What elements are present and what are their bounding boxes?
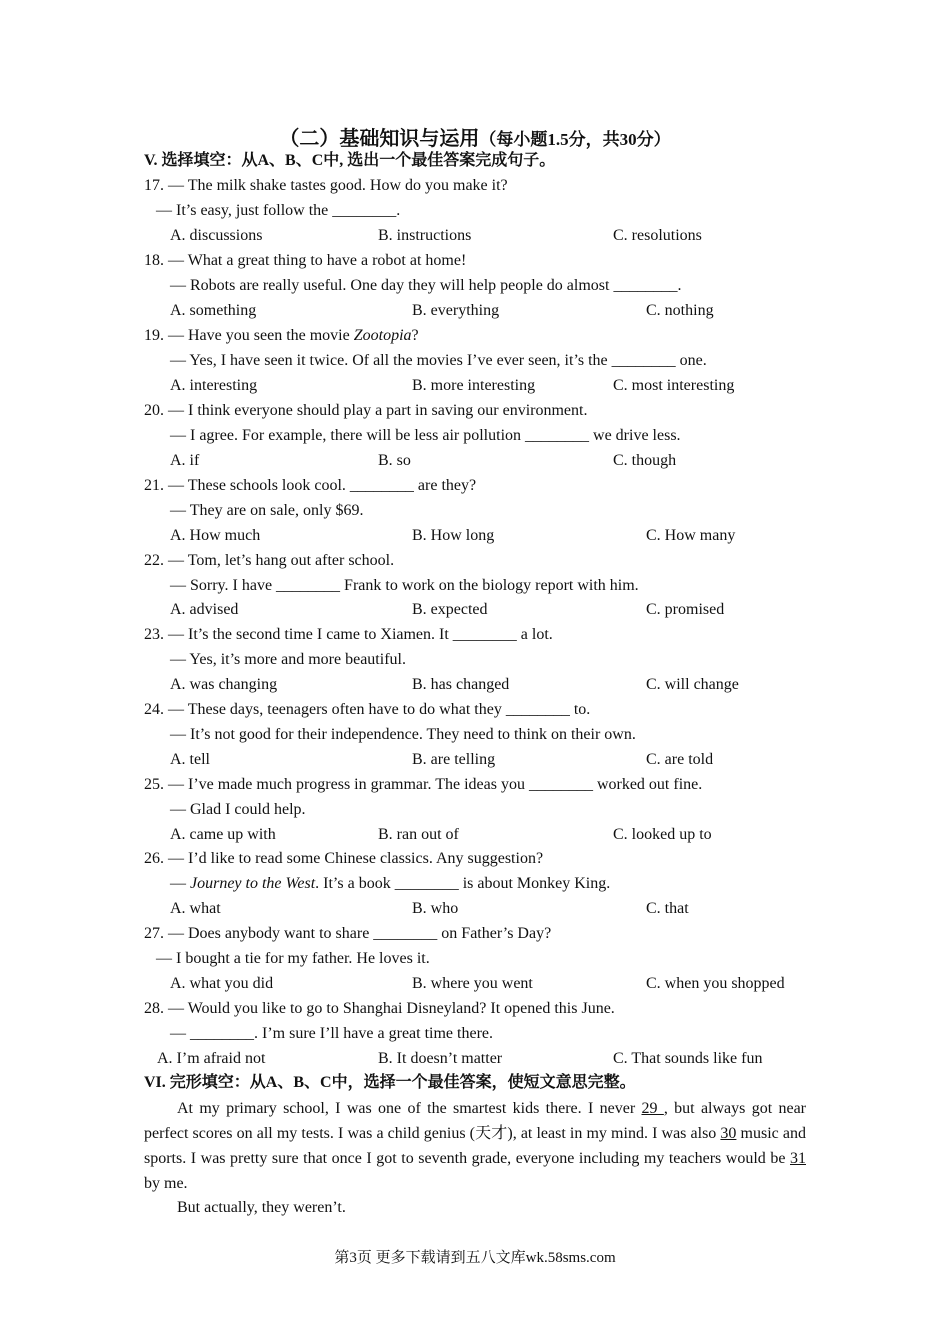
question-21-option-a: A. How much [170,527,261,544]
question-28-option-a: A. I’m afraid not [157,1050,266,1067]
question-24-option-a: A. tell [170,751,210,768]
question-22-option-b: B. expected [412,601,488,618]
question-24-option-b: B. are telling [412,751,496,768]
question-18: 18. — What a great thing to have a robot at home! [144,252,467,269]
page-footer: 第3页 更多下载请到五八文库wk.58sms.com [334,1250,616,1266]
question-23: 23. — It’s the second time I came to Xiamen. It ________ a lot. [144,626,553,643]
question-24-option-c: C. are told [646,751,714,768]
question-19-text: 19. — Have you seen the movie [144,327,354,344]
question-20: 20. — I think everyone should play a part in saving our environment. [144,402,588,419]
question-27-reply: — I bought a tie for my father. He loves it. [156,950,430,967]
question-25-option-b: B. ran out of [378,826,459,843]
question-19-punct: ? [411,327,419,344]
cloze-blank-29: 29 [641,1100,664,1117]
question-20-option-a: A. if [170,452,200,469]
question-28: 28. — Would you like to go to Shanghai Disneyland? It opened this June. [144,1000,615,1017]
question-19-reply: — Yes, I have seen it twice. Of all the movies I’ve ever seen, it’s the ________ one. [170,352,707,369]
section-title [0,122,950,151]
cloze-blank-30: 30 [720,1125,737,1142]
question-26-option-a: A. what [170,900,221,917]
question-19-option-a: A. interesting [170,377,258,394]
question-23-option-c: C. will change [646,676,739,693]
question-19-option-b: B. more interesting [412,377,536,394]
section-title-main: （二）基础知识与运用 [279,128,480,150]
question-17: 17. — The milk shake tastes good. How do you make it? [144,177,508,194]
question-26-option-b: B. who [412,900,459,917]
question-24: 24. — These days, teenagers often have to do what they ________ to. [144,701,591,718]
question-25-option-c: C. looked up to [613,826,712,843]
question-28-option-c: C. That sounds like fun [613,1050,763,1067]
question-17-option-a: A. discussions [170,227,263,244]
section-title-score: （每小题1.5分，共30分） [479,130,671,149]
cloze-paragraph-2: But actually, they weren’t. [177,1199,346,1216]
question-25: 25. — I’ve made much progress in grammar. The ideas you ________ worked out fine. [144,776,703,793]
question-20-option-b: B. so [378,452,411,469]
question-21: 21. — These schools look cool. ________ are they? [144,477,477,494]
section-6-heading: VI. 完形填空：从A、B、C中，选择一个最佳答案，使短文意思完整。 [144,1074,636,1091]
cloze-text-1: At my primary school, I was one of the smartest kids there. I never [177,1100,642,1117]
question-22-option-c: C. promised [646,601,725,618]
question-19-movie-title: Zootopia [353,327,412,344]
question-21-option-b: B. How long [412,527,495,544]
question-27: 27. — Does anybody want to share ________ on Father’s Day? [144,925,552,942]
question-19 [144,326,419,346]
question-24-reply: — It’s not good for their independence. They need to think on their own. [170,726,636,743]
question-28-reply: — ________. I’m sure I’ll have a great time there. [170,1025,493,1042]
question-17-option-b: B. instructions [378,227,472,244]
question-19-option-c: C. most interesting [613,377,735,394]
question-18-option-b: B. everything [412,302,500,319]
question-23-option-a: A. was changing [170,676,278,693]
question-20-option-c: C. though [613,452,677,469]
question-27-option-c: C. when you shopped [646,975,785,992]
question-22: 22. — Tom, let’s hang out after school. [144,552,395,569]
question-18-reply: — Robots are really useful. One day they will help people do almost ________. [170,277,682,294]
cloze-text-4: by me. [144,1175,188,1192]
question-26-option-c: C. that [646,900,689,917]
question-21-reply: — They are on sale, only $69. [170,502,364,519]
question-26: 26. — I’d like to read some Chinese classics. Any suggestion? [144,850,544,867]
question-18-option-a: A. something [170,302,257,319]
question-17-reply: — It’s easy, just follow the ________. [156,202,401,219]
question-28-option-b: B. It doesn’t matter [378,1050,503,1067]
question-17-option-c: C. resolutions [613,227,702,244]
question-23-option-b: B. has changed [412,676,510,693]
cloze-text-3: music and sports. I was pretty sure that once I got to seventh grade, everyone including my teachers would be [144,1125,806,1167]
cloze-text-2: , but always got near perfect scores on all my tests. I was a child genius (天才), at least in my mind. I was also [144,1100,807,1142]
question-21-option-c: C. How many [646,527,736,544]
question-27-option-a: A. what you did [170,975,274,992]
question-18-option-c: C. nothing [646,302,714,319]
question-27-option-b: B. where you went [412,975,533,992]
question-26-book-title: Journey to the West [190,875,316,892]
cloze-paragraph-1 [144,1096,806,1196]
question-23-reply: — Yes, it’s more and more beautiful. [170,651,406,668]
question-25-reply: — Glad I could help. [170,801,306,818]
question-22-reply: — Sorry. I have ________ Frank to work on the biology report with him. [170,577,639,594]
cloze-blank-31: 31 [790,1150,806,1167]
question-26-dash: — [170,875,190,892]
section-5-heading: V. 选择填空：从A、B、C中, 选出一个最佳答案完成句子。 [144,152,556,169]
question-26-reply-text: . It’s a book ________ is about Monkey King. [315,875,611,892]
question-26-reply [170,874,610,894]
question-25-option-a: A. came up with [170,826,276,843]
question-22-option-a: A. advised [170,601,239,618]
question-20-reply: — I agree. For example, there will be less air pollution ________ we drive less. [170,427,681,444]
